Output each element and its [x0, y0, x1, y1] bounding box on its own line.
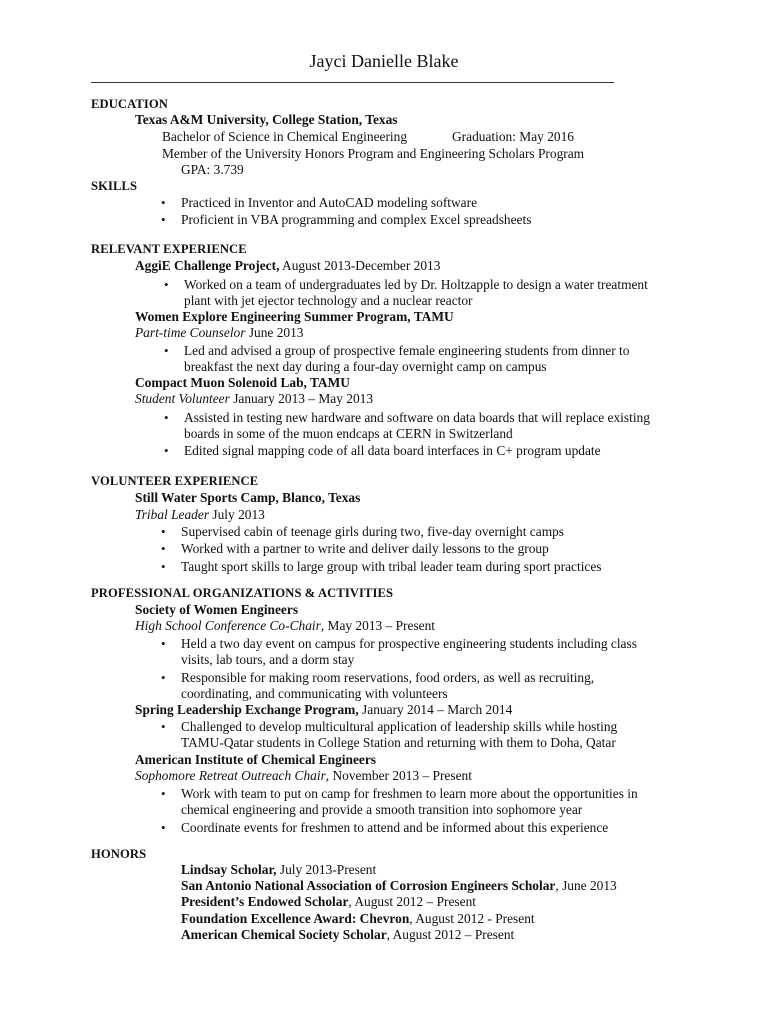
aiche-org: American Institute of Chemical Engineers — [135, 752, 376, 767]
honor-item — [181, 911, 535, 927]
bullet-icon: • — [161, 670, 166, 685]
header-rule — [91, 82, 614, 83]
sle-dates: January 2014 – March 2014 — [358, 702, 513, 717]
aiche-bullet-line: Work with team to put on camp for freshmen to learn more about the opportunities in — [181, 786, 638, 801]
section-heading-honors: HONORS — [91, 847, 147, 861]
honor-title: Foundation Excellence Award: Chevron — [181, 911, 410, 926]
swe-bullet-line: visits, lab tours, and a dorm stay — [181, 652, 355, 667]
cms-bullet-line: Assisted in testing new hardware and software on data boards that will replace existing — [184, 410, 650, 425]
cms-bullet-line: Edited signal mapping code of all data board interfaces in C+ program update — [184, 443, 601, 458]
wee-role: Part-time Counselor — [135, 325, 246, 340]
volunteer-role: Tribal Leader — [135, 507, 210, 522]
honor-date: , August 2012 - Present — [409, 911, 535, 926]
cms-org: Compact Muon Solenoid Lab, TAMU — [135, 375, 350, 390]
volunteer-item: Supervised cabin of teenage girls during two, five-day overnight camps — [181, 524, 565, 539]
aiche-role-line — [135, 768, 472, 784]
bullet-icon: • — [164, 343, 169, 358]
cms-role: Student Volunteer — [135, 391, 230, 406]
bullet-icon: • — [161, 820, 166, 835]
wee-role-line — [135, 325, 304, 341]
swe-role-line — [135, 618, 435, 634]
bullet-icon: • — [161, 719, 166, 734]
honor-title: Lindsay Scholar, — [181, 862, 277, 877]
honor-item — [181, 927, 514, 943]
volunteer-dates: July 2013 — [209, 507, 265, 522]
honor-item — [181, 878, 617, 894]
bullet-icon: • — [164, 410, 169, 425]
sle-entry-header — [135, 702, 512, 718]
sle-bullet-line: TAMU-Qatar students in College Station and returning with them to Doha, Qatar — [181, 735, 616, 750]
honor-item — [181, 894, 476, 910]
bullet-icon: • — [164, 277, 169, 292]
skill-item: Practiced in Inventor and AutoCAD modeling software — [181, 195, 478, 210]
bullet-icon: • — [161, 541, 166, 556]
section-heading-relevant-experience: RELEVANT EXPERIENCE — [91, 242, 247, 256]
aiche-bullet-line: Coordinate events for freshmen to attend and be informed about this experience — [181, 820, 609, 835]
education-gpa: GPA: 3.739 — [181, 162, 244, 177]
honor-date: , August 2012 – Present — [386, 927, 515, 942]
sle-bullet-line: Challenged to develop multicultural application of leadership skills while hosting — [181, 719, 618, 734]
cms-dates: January 2013 – May 2013 — [229, 391, 374, 406]
education-degree: Bachelor of Science in Chemical Engineering — [162, 129, 408, 144]
volunteer-role-line — [135, 507, 265, 523]
section-heading-education: EDUCATION — [91, 97, 168, 111]
wee-bullet-line: breakfast the next day during a four-day overnight camp on campus — [184, 359, 547, 374]
cms-bullet-line: boards in some of the muon endcaps at CERN in Switzerland — [184, 426, 513, 441]
sle-org: Spring Leadership Exchange Program, — [135, 702, 359, 717]
section-heading-skills: SKILLS — [91, 179, 138, 193]
honor-title: American Chemical Society Scholar — [181, 927, 387, 942]
section-heading-professional: PROFESSIONAL ORGANIZATIONS & ACTIVITIES — [91, 586, 394, 600]
swe-org: Society of Women Engineers — [135, 602, 299, 617]
aggie-bullet-line: Worked on a team of undergraduates led by Dr. Holtzapple to design a water treatment — [184, 277, 648, 292]
volunteer-item: Worked with a partner to write and deliver daily lessons to the group — [181, 541, 549, 556]
wee-org: Women Explore Engineering Summer Program, TAMU — [135, 309, 454, 324]
aggie-bullet-line: plant with jet ejector technology and a nuclear reactor — [184, 293, 473, 308]
honor-date: July 2013-Present — [276, 862, 377, 877]
volunteer-org: Still Water Sports Camp, Blanco, Texas — [135, 490, 361, 505]
aggie-org: AggiE Challenge Project, — [135, 258, 280, 273]
swe-role: High School Conference Co-Chair — [135, 618, 321, 633]
bullet-icon: • — [161, 559, 166, 574]
bullet-icon: • — [161, 786, 166, 801]
honor-title: President’s Endowed Scholar — [181, 894, 349, 909]
education-graduation: Graduation: May 2016 — [452, 129, 574, 144]
education-school: Texas A&M University, College Station, Texas — [135, 112, 398, 127]
cms-role-line — [135, 391, 373, 407]
swe-bullet-line: coordinating, and communicating with volunteers — [181, 686, 448, 701]
skill-item: Proficient in VBA programming and complex Excel spreadsheets — [181, 212, 532, 227]
wee-dates: June 2013 — [245, 325, 304, 340]
bullet-icon: • — [161, 212, 166, 227]
swe-bullet-line: Responsible for making room reservations, food orders, as well as recruiting, — [181, 670, 595, 685]
aiche-bullet-line: chemical engineering and provide a smooth transition into sophomore year — [181, 802, 583, 817]
education-honors-program: Member of the University Honors Program and Engineering Scholars Program — [162, 146, 585, 161]
aiche-role: Sophomore Retreat Outreach Chair — [135, 768, 326, 783]
honor-title: San Antonio National Association of Corrosion Engineers Scholar — [181, 878, 556, 893]
bullet-icon: • — [161, 195, 166, 210]
honor-date: , June 2013 — [555, 878, 617, 893]
swe-dates: , May 2013 – Present — [320, 618, 436, 633]
aggie-dates: August 2013-December 2013 — [279, 258, 441, 273]
swe-bullet-line: Held a two day event on campus for prospective engineering students including class — [181, 636, 637, 651]
aiche-dates: , November 2013 – Present — [325, 768, 472, 783]
volunteer-item: Taught sport skills to large group with tribal leader team during sport practices — [181, 559, 602, 574]
section-heading-volunteer-experience: VOLUNTEER EXPERIENCE — [91, 474, 259, 488]
aggie-entry-header — [135, 258, 440, 274]
bullet-icon: • — [161, 636, 166, 651]
bullet-icon: • — [164, 443, 169, 458]
bullet-icon: • — [161, 524, 166, 539]
honor-date: , August 2012 – Present — [348, 894, 476, 909]
resume-name: Jayci Danielle Blake — [309, 51, 459, 71]
wee-bullet-line: Led and advised a group of prospective female engineering students from dinner to — [184, 343, 630, 358]
honor-item — [181, 862, 376, 878]
